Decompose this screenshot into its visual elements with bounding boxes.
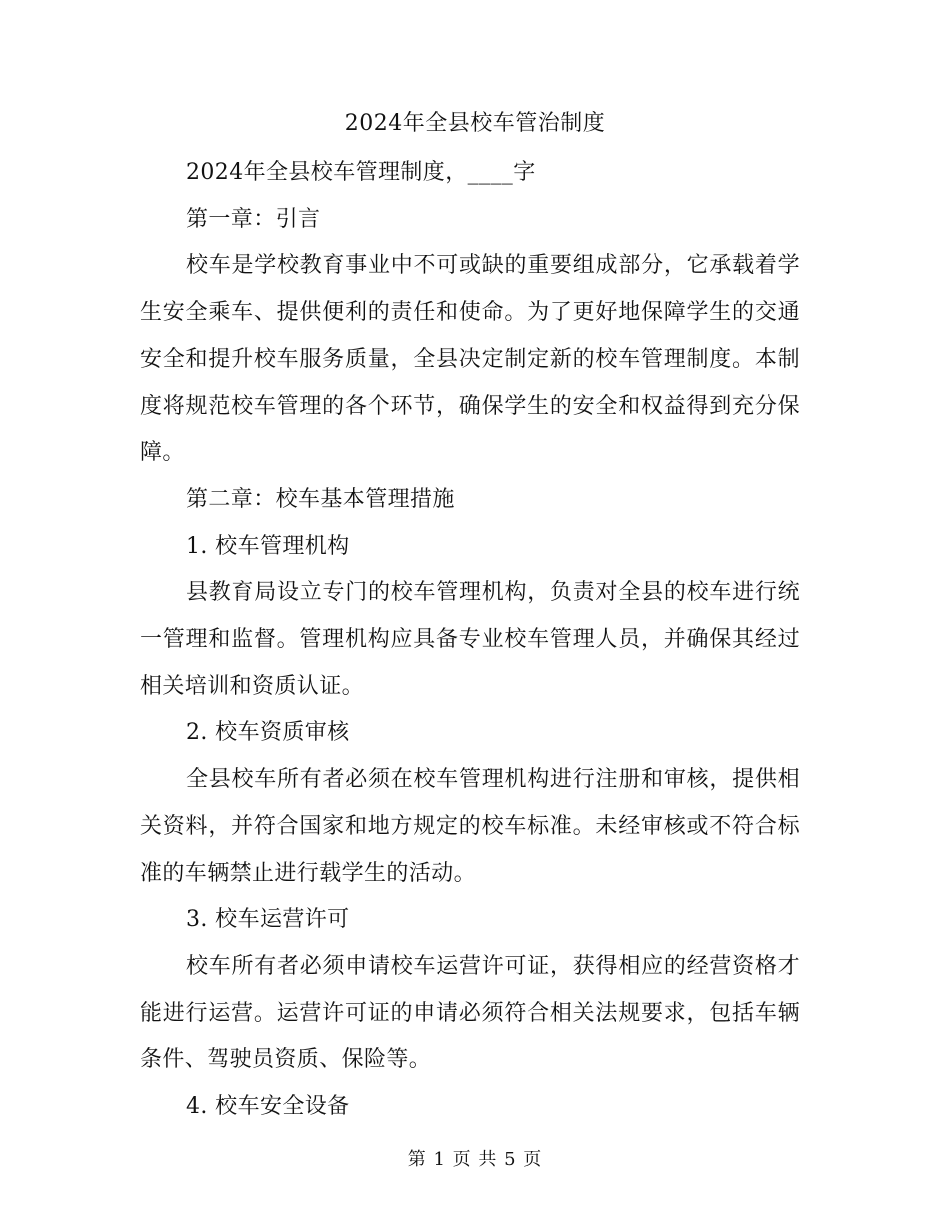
document-title: 2024年全县校车管治制度 (344, 111, 606, 136)
page-footer: 第 1 页 共 5 页 (407, 1149, 543, 1170)
paragraph-section-1: 县教育局设立专门的校车管理机构，负责对全县的校车进行统一管理和监督。管理机构应具备专业校车管理人员，并确保其经过相关培训和资质认证。 (140, 580, 800, 699)
paragraph-section-3: 校车所有者必须申请校车运营许可证，获得相应的经营资格才能进行运营。运营许可证的申请必须符合相关法规要求，包括车辆条件、驾驶员资质、保险等。 (140, 953, 800, 1073)
section-heading-1: 1. 校车管理机构 (186, 533, 350, 559)
section-heading-2: 2. 校车资质审核 (186, 720, 350, 746)
paragraph-intro: 校车是学校教育事业中不可或缺的重要组成部分，它承载着学生安全乘车、提供便利的责任和使命。为了更好地保障学生的交通安全和提升校车服务质量，全县决定制定新的校车管理制度。本制度将规范校车管理的各个环节，确保学生的安全和权益得到充分保障。 (140, 253, 800, 466)
paragraph-section-2: 全县校车所有者必须在校车管理机构进行注册和审核，提供相关资料，并符合国家和地方规定的校车标准。未经审核或不符合标准的车辆禁止进行载学生的活动。 (140, 767, 800, 886)
chapter-heading-1: 第一章：引言 (186, 206, 321, 232)
document-body (140, 150, 800, 1131)
paragraph-subtitle: 2024年全县校车管理制度，____字 (186, 160, 536, 185)
section-heading-3: 3. 校车运营许可 (186, 907, 350, 933)
chapter-heading-2: 第二章：校车基本管理措施 (186, 486, 455, 512)
section-heading-4: 4. 校车安全设备 (186, 1094, 350, 1120)
